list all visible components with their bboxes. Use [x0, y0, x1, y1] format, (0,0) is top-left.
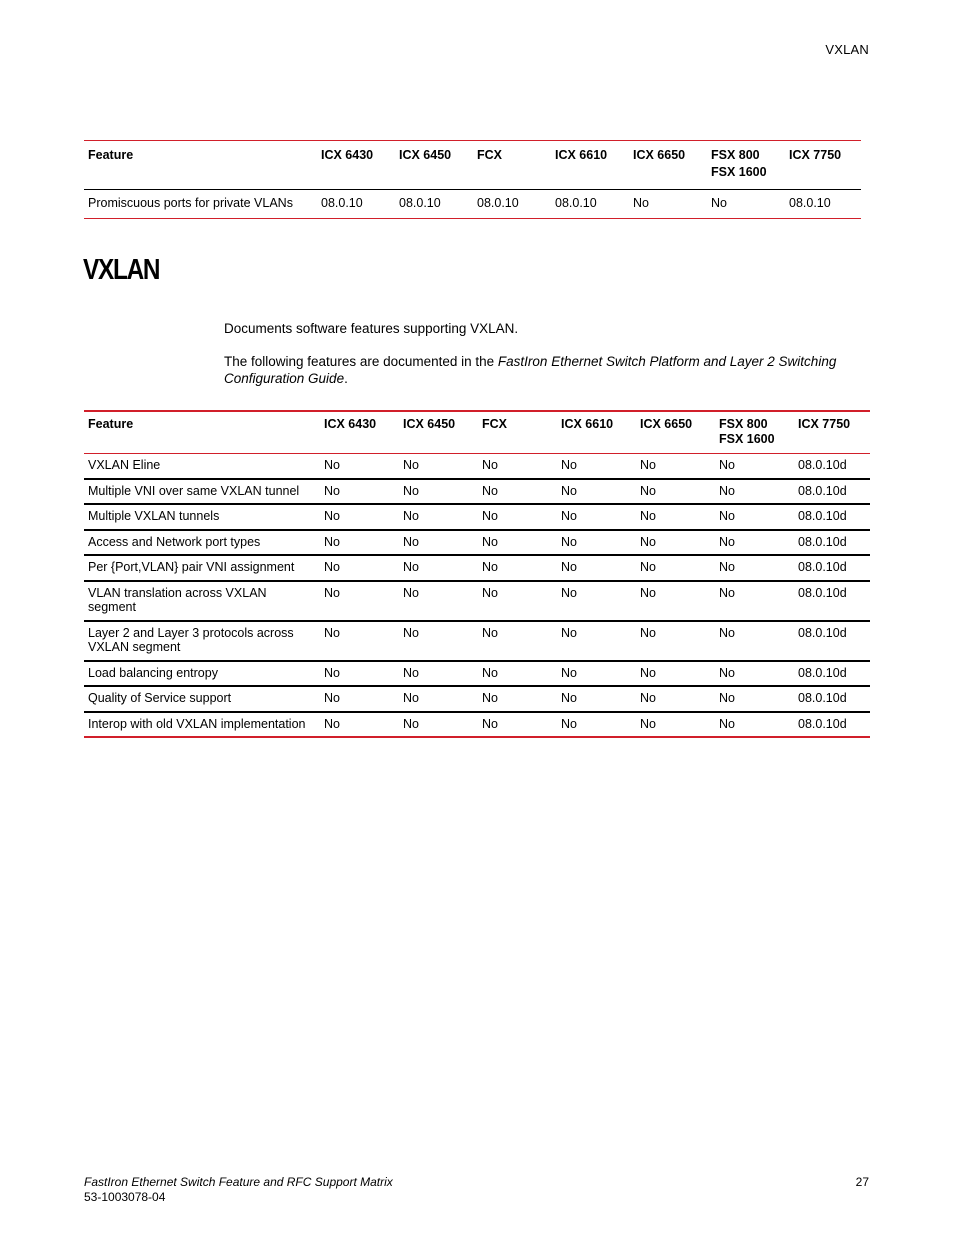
support-cell: No [324, 509, 340, 523]
support-cell: No [719, 716, 735, 731]
section-title: VXLAN [83, 254, 160, 286]
support-cell: No [324, 458, 340, 472]
vxlan-support-table [84, 410, 870, 738]
support-cell: 08.0.10d [798, 509, 847, 523]
feature-cell: Multiple VXLAN tunnels [88, 509, 220, 523]
support-cell: No [640, 585, 656, 600]
support-cell: No [561, 560, 577, 574]
table-row [84, 454, 870, 479]
table-row [84, 555, 870, 581]
feature-cell: Quality of Service support [88, 691, 232, 705]
support-cell: No [561, 691, 577, 705]
support-cell: No [403, 665, 419, 680]
support-cell: 08.0.10 [477, 196, 519, 210]
guide-title: FastIron Ethernet Switch Platform and Layer 2 Switching Configuration Guide [224, 354, 837, 386]
support-cell: No [482, 458, 498, 472]
support-cell: No [640, 458, 656, 472]
support-cell: No [324, 483, 340, 498]
support-cell: No [403, 585, 419, 600]
support-cell: No [482, 509, 498, 523]
support-cell: No [403, 483, 419, 498]
support-cell: No [403, 716, 419, 731]
support-cell: 08.0.10d [798, 691, 847, 705]
support-cell: No [640, 509, 656, 523]
support-cell: No [711, 196, 727, 210]
support-cell: No [640, 560, 656, 574]
table-row [84, 661, 870, 687]
support-cell: No [561, 625, 577, 640]
section-intro [224, 320, 869, 403]
table-row [84, 479, 870, 505]
support-cell: No [561, 509, 577, 523]
support-cell: No [561, 665, 577, 680]
support-cell: No [561, 716, 577, 731]
support-cell: No [719, 691, 735, 705]
support-cell: No [640, 625, 656, 640]
support-cell: No [561, 458, 577, 472]
feature-cell: Promiscuous ports for private VLANs [88, 196, 293, 210]
support-cell: 08.0.10d [798, 625, 847, 640]
running-header: VXLAN [825, 42, 869, 57]
table-row [84, 504, 870, 530]
feature-cell: Multiple VNI over same VXLAN tunnel [88, 483, 300, 498]
column-header: ICX 7750 [789, 148, 842, 162]
column-header: ICX 7750 [798, 417, 851, 431]
support-cell: 08.0.10 [399, 196, 441, 210]
support-cell: No [640, 534, 656, 549]
column-header: FSX 800 FSX 1600 [719, 417, 775, 446]
column-header: ICX 6650 [640, 417, 693, 431]
support-cell: No [640, 716, 656, 731]
support-cell: No [482, 625, 498, 640]
support-cell: No [482, 716, 498, 731]
support-cell: No [482, 560, 498, 574]
support-cell: No [719, 483, 735, 498]
support-cell: No [561, 483, 577, 498]
support-cell: No [324, 691, 340, 705]
support-cell: No [719, 534, 735, 549]
support-cell: 08.0.10d [798, 458, 847, 472]
support-cell: No [719, 585, 735, 600]
support-cell: No [403, 691, 419, 705]
footer [84, 1175, 393, 1205]
feature-cell: Interop with old VXLAN implementation [88, 716, 306, 731]
support-cell: 08.0.10 [789, 196, 831, 210]
support-cell: 08.0.10d [798, 534, 847, 549]
column-header: ICX 6610 [561, 417, 614, 431]
column-header: ICX 6430 [321, 148, 374, 162]
support-cell: No [719, 509, 735, 523]
page-number: 27 [855, 1175, 869, 1189]
column-header: ICX 6610 [555, 148, 608, 162]
feature-cell: Layer 2 and Layer 3 protocols across VXLAN segment [88, 625, 294, 654]
support-cell: No [403, 509, 419, 523]
support-cell: No [719, 625, 735, 640]
feature-cell: VLAN translation across VXLAN segment [88, 585, 267, 614]
column-header: ICX 6450 [403, 417, 456, 431]
support-cell: No [561, 534, 577, 549]
table-row [84, 190, 861, 219]
column-header: Feature [88, 417, 134, 431]
support-cell: 08.0.10d [798, 716, 847, 731]
column-header: ICX 6430 [324, 417, 377, 431]
support-cell: No [640, 691, 656, 705]
support-cell: No [640, 483, 656, 498]
support-cell: No [719, 458, 735, 472]
feature-cell: Per {Port,VLAN} pair VNI assignment [88, 560, 295, 574]
table-header-row [84, 411, 870, 454]
feature-cell: Load balancing entropy [88, 665, 218, 680]
guide-reference-paragraph [224, 353, 869, 387]
table-row [84, 712, 870, 738]
column-header: ICX 6450 [399, 148, 452, 162]
support-cell: No [324, 560, 340, 574]
feature-cell: Access and Network port types [88, 534, 261, 549]
support-cell: No [324, 534, 340, 549]
private-vlan-support-table [84, 140, 861, 219]
support-cell: No [403, 534, 419, 549]
support-cell: No [482, 585, 498, 600]
support-cell: No [403, 458, 419, 472]
feature-cell: VXLAN Eline [88, 458, 161, 472]
support-cell: 08.0.10d [798, 560, 847, 574]
guide-reference-prefix: The following features are documented in the [224, 354, 498, 369]
support-cell: No [324, 665, 340, 680]
footer-document-title: FastIron Ethernet Switch Feature and RFC Support Matrix [84, 1175, 393, 1189]
table-row [84, 621, 870, 661]
support-cell: No [719, 665, 735, 680]
support-cell: 08.0.10 [321, 196, 363, 210]
support-cell: No [633, 196, 649, 210]
table-header-row [84, 141, 861, 190]
intro-paragraph: Documents software features supporting VXLAN. [224, 321, 519, 336]
support-cell: No [403, 625, 419, 640]
support-cell: No [482, 665, 498, 680]
table-row [84, 581, 870, 621]
footer-document-number: 53-1003078-04 [84, 1190, 166, 1204]
support-cell: No [640, 665, 656, 680]
column-header: Feature [88, 148, 134, 162]
table-row [84, 530, 870, 556]
support-cell: 08.0.10 [555, 196, 597, 210]
support-cell: No [719, 560, 735, 574]
support-cell: No [561, 585, 577, 600]
support-cell: No [324, 585, 340, 600]
column-header: FSX 800 FSX 1600 [711, 148, 767, 179]
support-cell: No [482, 691, 498, 705]
support-cell: No [482, 483, 498, 498]
column-header: ICX 6650 [633, 148, 686, 162]
table-row [84, 686, 870, 712]
column-header: FCX [477, 148, 502, 162]
support-cell: 08.0.10d [798, 665, 847, 680]
support-cell: No [324, 625, 340, 640]
support-cell: No [403, 560, 419, 574]
support-cell: No [482, 534, 498, 549]
support-cell: No [324, 716, 340, 731]
support-cell: 08.0.10d [798, 585, 847, 600]
guide-reference-suffix: . [344, 371, 348, 386]
column-header: FCX [482, 417, 507, 431]
support-cell: 08.0.10d [798, 483, 847, 498]
